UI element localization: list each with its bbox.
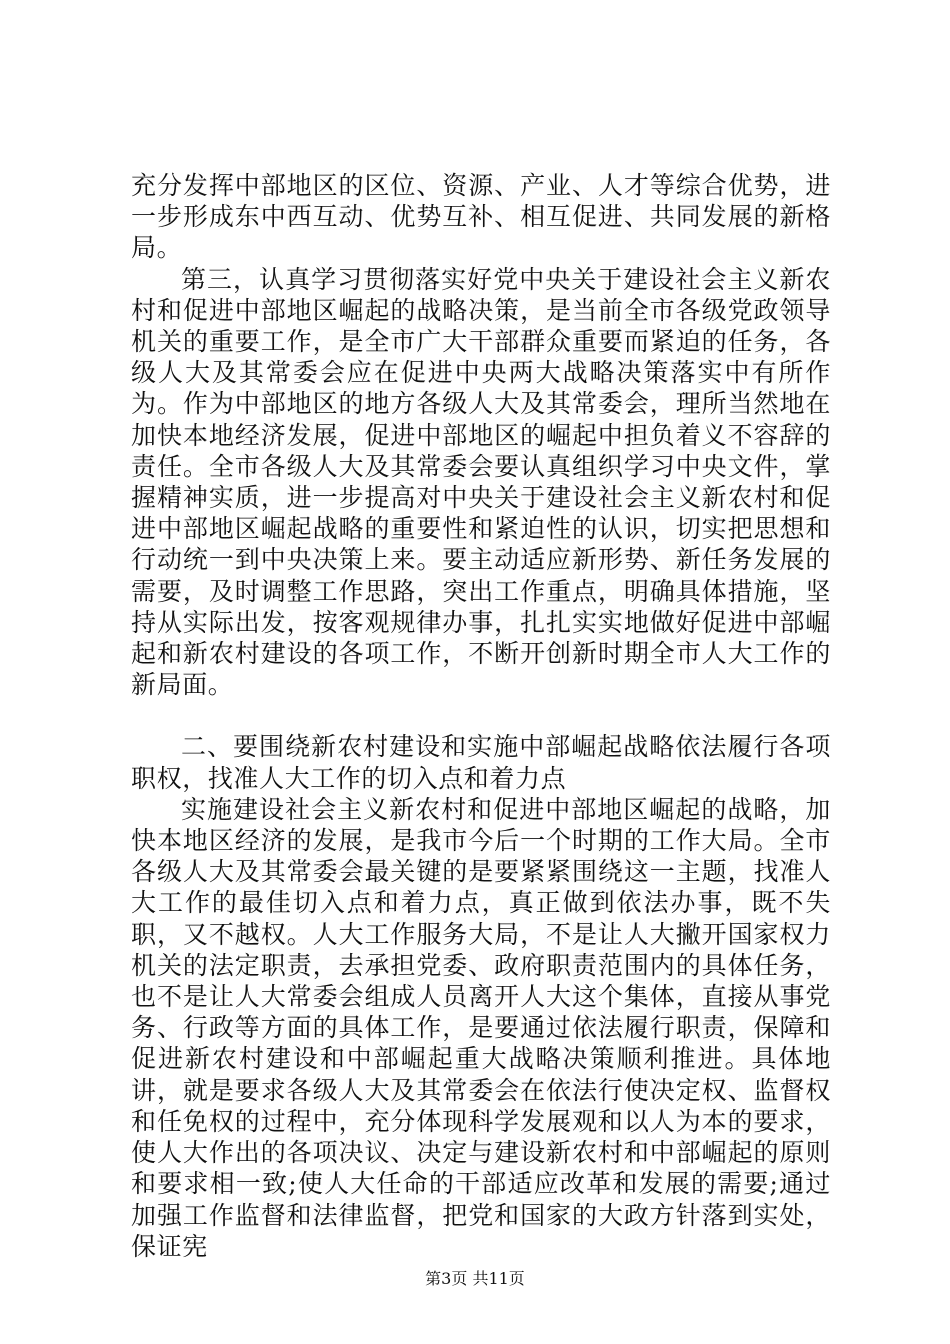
page-number-footer: 第3页 共11页 <box>425 1269 525 1288</box>
paragraph-third-point: 第三，认真学习贯彻落实好党中央关于建设社会主义新农村和促进中部地区崛起的战略决策，是当前全市各级党政领导机关的重要工作，是全市广大干部群众重要而紧迫的任务，各级人大及其常委会应在促进中央两大战略决策落实中有所作为。作为中部地区的地方各级人大及其常委会，理所当然地在加快本地经济发展，促进中部地区的崛起中担负着义不容辞的责任。全市各级人大及其常委会要认真组织学习中央文件，掌握精神实质，进一步提高对中央关于建设社会主义新农村和促进中部地区崛起战略的重要性和紧迫性的认识，切实把思想和行动统一到中央决策上来。要主动适应新形势、新任务发展的需要，及时调整工作思路，突出工作重点，明确具体措施，坚持从实际出发，按客观规律办事，扎扎实实地做好促进中部崛起和新农村建设的各项工作，不断开创新时期全市人大工作的新局面。 <box>131 264 831 700</box>
paragraph-section-two-body: 实施建设社会主义新农村和促进中部地区崛起的战略，加快本地区经济的发展，是我市今后一个时期的工作大局。全市各级人大及其常委会最关键的是要紧紧围绕这一主题，找准人大工作的最佳切入点和着力点，真正做到依法办事，既不失职，又不越权。人大工作服务大局，不是让人大撇开国家权力机关的法定职责，去承担党委、政府职责范围内的具体任务，也不是让人大常委会组成人员离开人大这个集体，直接从事党务、行政等方面的具体工作，是要通过依法履行职责，保障和促进新农村建设和中部崛起重大战略决策顺利推进。具体地讲，就是要求各级人大及其常委会在依法行使决定权、监督权和任免权的过程中，充分体现科学发展观和以人为本的要求，使人大作出的各项决议、决定与建设新农村和中部崛起的原则和要求相一致;使人大任命的干部适应改革和发展的需要;通过加强工作监督和法律监督，把党和国家的大政方针落到实处，保证宪 <box>131 794 831 1261</box>
paragraph-spacer <box>131 700 831 731</box>
paragraph-continuation: 充分发挥中部地区的区位、资源、产业、人才等综合优势，进一步形成东中西互动、优势互补、相互促进、共同发展的新格局。 <box>131 171 831 263</box>
section-heading-two: 二、要围绕新农村建设和实施中部崛起战略依法履行各项职权，找准人大工作的切入点和着力点 <box>131 732 831 793</box>
document-body <box>131 170 831 1262</box>
